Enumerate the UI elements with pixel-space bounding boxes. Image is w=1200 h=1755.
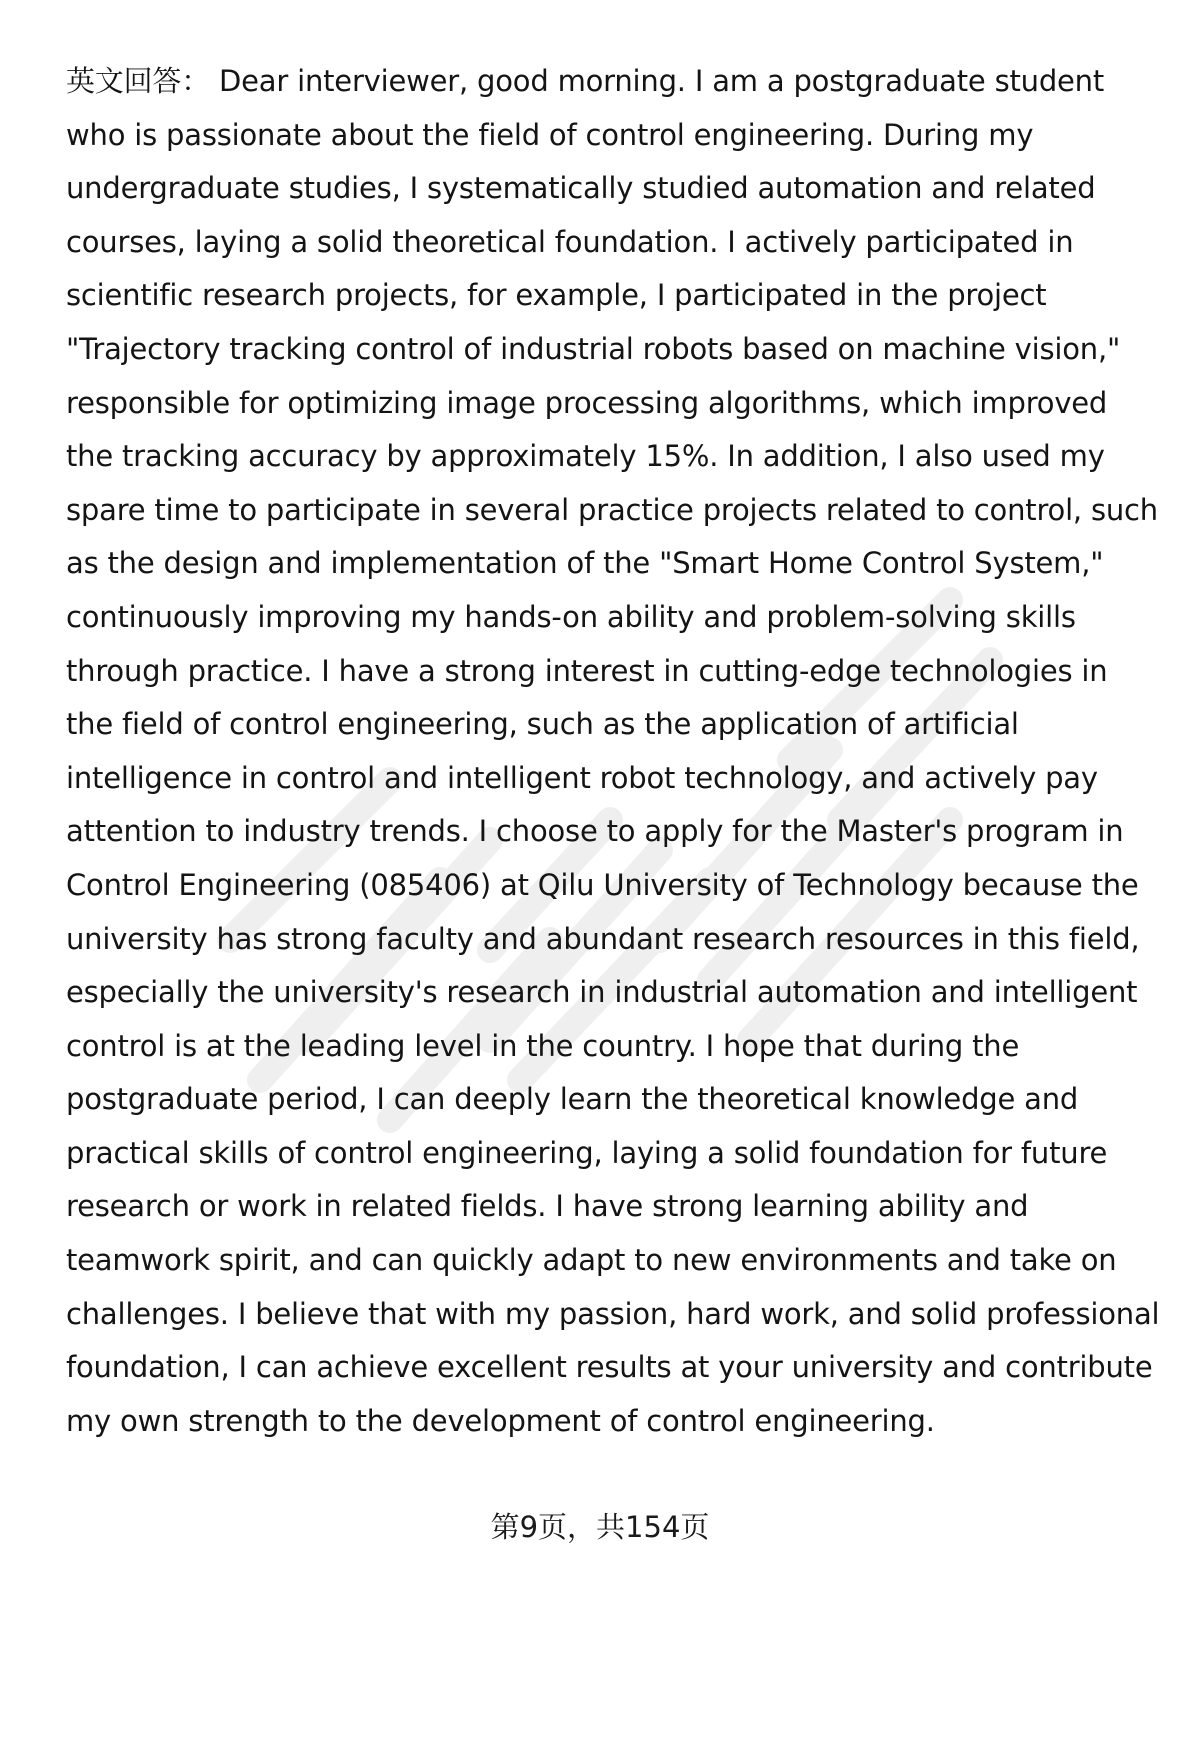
text-line: foundation, I can achieve excellent results at your university and contribute (66, 1350, 1153, 1385)
text-line: control is at the leading level in the country. I hope that during the (66, 1028, 1020, 1063)
text-line: teamwork spirit, and can quickly adapt to new environments and take on (66, 1243, 1117, 1278)
text-line: scientific research projects, for example, I participated in the project (66, 278, 1047, 313)
text-line: especially the university's research in industrial automation and intelligent (66, 975, 1138, 1010)
text-line: the field of control engineering, such as the application of artificial (66, 707, 1019, 742)
text-line: responsible for optimizing image processing algorithms, which improved (66, 385, 1108, 420)
text-line: "Trajectory tracking control of industrial robots based on machine vision," (66, 331, 1121, 366)
text-line: through practice. I have a strong interest in cutting-edge technologies in (66, 653, 1108, 688)
text-line: practical skills of control engineering, laying a solid foundation for future (66, 1135, 1108, 1170)
text-line: attention to industry trends. I choose to apply for the Master's program in (66, 814, 1124, 849)
text-line: continuously improving my hands-on ability and problem-solving skills (66, 599, 1076, 634)
text-line: undergraduate studies, I systematically studied automation and related (66, 171, 1096, 206)
text-line: spare time to participate in several practice projects related to control, such (66, 492, 1158, 527)
page-number-label: 第9页，共154页 (490, 1510, 710, 1544)
text-line: 英文回答： Dear interviewer, good morning. I am a postgraduate student (66, 64, 1105, 98)
text-line: the tracking accuracy by approximately 15%. In addition, I also used my (66, 439, 1105, 474)
text-line: challenges. I believe that with my passion, hard work, and solid professional (66, 1296, 1160, 1331)
text-line: who is passionate about the field of control engineering. During my (66, 117, 1034, 152)
page-footer (0, 1505, 1200, 1549)
text-line: as the design and implementation of the "Smart Home Control System," (66, 546, 1104, 581)
text-line: research or work in related fields. I have strong learning ability and (66, 1189, 1029, 1224)
text-line: intelligence in control and intelligent robot technology, and actively pay (66, 760, 1098, 795)
text-line: university has strong faculty and abundant research resources in this field, (66, 921, 1140, 956)
body-text (66, 55, 1160, 1448)
text-line: Control Engineering (085406) at Qilu University of Technology because the (66, 867, 1139, 902)
text-line: my own strength to the development of control engineering. (66, 1403, 935, 1438)
text-line: postgraduate period, I can deeply learn the theoretical knowledge and (66, 1082, 1079, 1117)
text-line: courses, laying a solid theoretical foundation. I actively participated in (66, 224, 1074, 259)
